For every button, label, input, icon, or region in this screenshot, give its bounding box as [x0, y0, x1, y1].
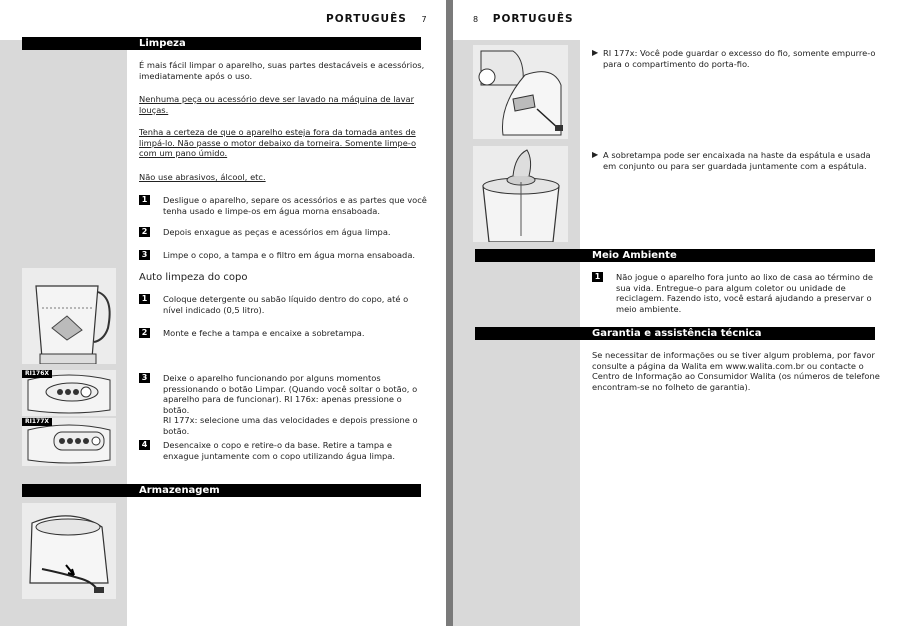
step-number: 3: [139, 250, 150, 260]
text-line: limpá-lo. Não passe o motor debaixo da torneira. Somente limpe-o: [139, 137, 417, 148]
text-line: sua vida. Entregue-o para algum coletor ou unidade de: [616, 282, 846, 293]
text-line: consulte a página da Walita em www.walita.com.br ou contacte o: [592, 360, 864, 371]
text-line: pressionando o botão Limpar. (Quando você soltar o botão, o: [163, 383, 418, 394]
text-line: Tenha a certeza de que o aparelho esteja fora da tomada antes de: [139, 127, 416, 137]
lid-on-spatula-illustration: [473, 146, 568, 242]
text-line: Desencaixe o copo e retire-o da base. Retire a tampa e: [163, 440, 392, 450]
text-line: Se necessitar de informações ou se tiver algum problema, por favor: [592, 350, 875, 360]
auto-limpeza-title: Auto limpeza do copo: [139, 272, 248, 283]
garantia-text: [592, 350, 892, 392]
text-line: Limpe o copo, a tampa e o filtro em água morna ensaboada.: [163, 250, 416, 260]
text-line: imediatamente após o uso.: [139, 70, 253, 81]
limpeza-warning-dishwasher: [139, 94, 414, 115]
text-line: enxague juntamente com o copo utilizando água limpa.: [163, 450, 396, 461]
text-line: para o compartimento do porta-fio.: [603, 58, 750, 69]
ri177x-control-panel-illustration: [22, 418, 116, 466]
limpeza-warning-abrasives: Não use abrasivos, álcool, etc.: [139, 172, 266, 182]
text-line: Depois enxague as peças e acessórios em água limpa.: [163, 227, 391, 237]
text-line: Deixe o aparelho funcionando por alguns momentos: [163, 373, 381, 383]
section-title-meio-ambiente: Meio Ambiente: [592, 250, 677, 261]
text-line: A sobretampa pode ser encaixada na haste da espátula e usada: [603, 150, 871, 160]
left-header-title: PORTUGUÊS: [326, 13, 407, 25]
section-bar-garantia: [475, 327, 875, 340]
text-line: RI 177x: Você pode guardar o excesso do fio, somente empurre-o: [603, 48, 876, 58]
text-line: Nenhuma peça ou acessório deve ser lavado na máquina de lavar: [139, 94, 415, 104]
step-number: 3: [139, 373, 150, 383]
step-number: 1: [139, 195, 150, 205]
limpeza-intro: [139, 60, 424, 81]
model-label-ri176x: RI176X: [22, 370, 52, 378]
cord-storage-ri177x-illustration: [473, 45, 568, 139]
text-line: Monte e feche a tampa e encaixe a sobretampa.: [163, 328, 365, 338]
cord-storage-ri176x-illustration: [22, 503, 116, 599]
blender-jar-illustration: [22, 268, 116, 364]
step-number: 1: [139, 294, 150, 304]
right-page-number: 8: [473, 15, 479, 24]
step-number: 1: [592, 272, 603, 282]
step-number: 2: [139, 227, 150, 237]
text-line: reciclagem. Fazendo isto, você estará ajudando a preservar o: [616, 293, 872, 303]
text-line: aparelho para de funcionar). RI 176x: apenas pressione o botão.: [163, 394, 402, 415]
text-line: Coloque detergente ou sabão líquido dentro do copo, até o: [163, 294, 409, 304]
left-page-header: [326, 13, 427, 25]
text-line: É mais fácil limpar o aparelho, suas partes destacáveis e acessórios,: [139, 60, 425, 70]
left-page-number: 7: [421, 15, 427, 24]
text-line: meio ambiente.: [616, 303, 682, 314]
ri176x-control-panel-illustration: [22, 370, 116, 416]
text-line: nível indicado (0,5 litro).: [163, 304, 265, 315]
limpeza-warning-unplug: [139, 127, 416, 159]
text-line: Centro de Informação ao Consumidor Walita (os números de telefone: [592, 371, 880, 381]
page-gutter: [446, 0, 453, 626]
right-page-header: [473, 13, 574, 25]
step-number: 2: [139, 328, 150, 338]
section-bar-meio-ambiente: [475, 249, 875, 262]
text-line: Não jogue o aparelho fora junto ao lixo de casa ao término de: [616, 272, 873, 282]
step-number: 4: [139, 440, 150, 450]
section-bar-limpeza: [22, 37, 421, 50]
text-line: encontram-se no folheto de garantia).: [592, 381, 751, 392]
section-title-armazenagem: Armazenagem: [139, 485, 220, 496]
section-title-limpeza: Limpeza: [139, 38, 186, 49]
text-line: RI 177x: selecione uma das velocidades e depois pressione o: [163, 415, 418, 425]
left-page: [0, 0, 446, 626]
bullet-arrow-icon: ▶: [592, 48, 599, 57]
bullet-arrow-icon: ▶: [592, 150, 599, 159]
text-line: Desligue o aparelho, separe os acessórios e as partes que você: [163, 195, 427, 205]
right-page: [453, 0, 899, 626]
text-line: tenha usado e limpe-os em água morna ensaboada.: [163, 205, 380, 216]
text-line: com um pano úmido.: [139, 148, 228, 158]
text-line: botão.: [163, 425, 190, 436]
section-bar-armazenagem: [22, 484, 421, 497]
text-line: em conjunto ou para ser guardada juntamente com a espátula.: [603, 160, 867, 171]
text-line: louças.: [139, 104, 169, 115]
right-header-title: PORTUGUÊS: [492, 13, 574, 25]
section-title-garantia: Garantia e assistência técnica: [592, 328, 762, 339]
model-label-ri177x: RI177X: [22, 418, 52, 426]
